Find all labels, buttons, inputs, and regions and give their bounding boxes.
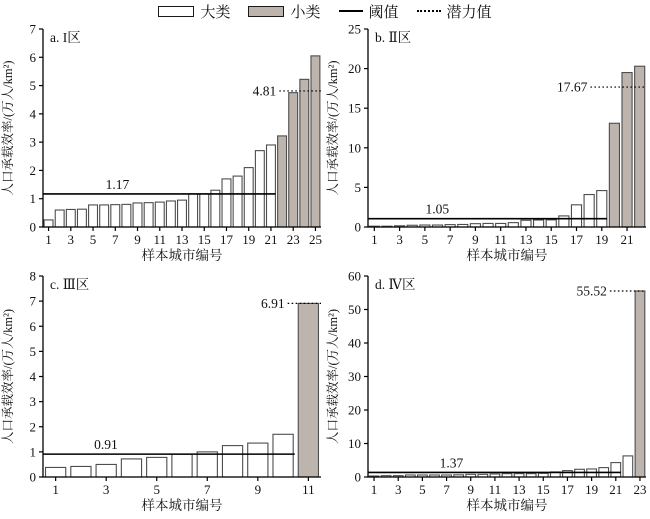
bar-major (267, 145, 276, 227)
legend-label-threshold: 阈值 (368, 4, 399, 21)
x-tick-label: 19 (585, 482, 599, 497)
y-tick-label: 7 (29, 21, 36, 37)
bar-minor (298, 303, 318, 477)
legend-item-minor (248, 1, 320, 22)
x-tick-label: 21 (264, 232, 278, 247)
y-tick-label: 10 (348, 436, 361, 451)
y-axis-title: 人口承载效率/(万人/km²) (326, 309, 340, 444)
white-bar-swatch-icon (158, 6, 194, 17)
x-tick-label: 11 (302, 482, 315, 497)
bar-minor (622, 73, 632, 227)
x-tick-label: 11 (153, 232, 167, 247)
bar-major (222, 446, 242, 477)
x-tick-label: 9 (467, 482, 474, 497)
x-tick-label: 21 (620, 232, 634, 247)
panel-d-chart (325, 267, 650, 519)
x-tick-label: 5 (421, 232, 429, 247)
bar-major (111, 205, 120, 227)
x-tick-label: 3 (102, 482, 110, 497)
bar-major (166, 201, 175, 227)
bar-major (584, 195, 594, 227)
panel-a (0, 20, 325, 265)
y-tick-label: 4 (29, 369, 36, 384)
threshold-value-label: 1.05 (425, 201, 450, 217)
y-tick-label: 40 (348, 335, 361, 351)
y-tick-label: 5 (29, 343, 36, 359)
y-tick-label: 30 (348, 369, 361, 384)
x-tick-label: 7 (112, 232, 119, 247)
x-tick-label: 5 (89, 232, 97, 247)
potential-value-label: 17.67 (557, 79, 588, 95)
y-tick-label: 4 (29, 106, 36, 122)
y-tick-label: 1 (29, 191, 36, 207)
legend-label-potential: 潜力值 (446, 4, 492, 21)
bar-major (611, 463, 621, 477)
bar-major (211, 190, 220, 227)
x-axis-title: 样本城市编号 (466, 498, 548, 513)
bar-major (178, 200, 187, 227)
x-tick-label: 3 (67, 232, 75, 247)
y-axis-title: 人口承载效率/(万人/km²) (1, 309, 15, 444)
x-tick-label: 15 (536, 482, 550, 497)
y-tick-label: 3 (29, 394, 36, 410)
x-tick-label: 17 (560, 482, 574, 497)
bar-major (172, 454, 192, 477)
y-tick-label: 0 (29, 469, 36, 485)
x-tick-label: 21 (609, 482, 623, 497)
y-tick-label: 1 (29, 444, 36, 460)
x-tick-label: 9 (254, 482, 262, 497)
panel-title: c. Ⅲ区 (50, 277, 90, 292)
bar-major (121, 459, 141, 477)
bar-major (233, 176, 242, 227)
y-tick-label: 50 (348, 302, 361, 317)
bar-major (133, 203, 142, 227)
legend-item-major (158, 1, 230, 22)
x-tick-label: 13 (512, 482, 526, 497)
x-tick-label: 23 (286, 232, 300, 247)
bar-major (571, 205, 581, 227)
potential-value-label: 6.91 (261, 295, 285, 311)
x-tick-label: 11 (488, 482, 502, 497)
x-tick-label: 9 (134, 232, 141, 247)
x-tick-label: 19 (242, 232, 256, 247)
x-tick-label: 7 (443, 482, 450, 497)
y-tick-label: 10 (348, 140, 361, 156)
bar-major (508, 223, 518, 227)
y-tick-label: 0 (354, 469, 361, 485)
panel-a-chart (0, 20, 325, 265)
x-tick-label: 5 (419, 482, 426, 497)
x-tick-label: 3 (394, 482, 402, 497)
bar-major (222, 179, 231, 227)
bar-minor (278, 136, 287, 227)
bar-minor (635, 66, 645, 227)
y-tick-label: 20 (348, 402, 361, 418)
x-tick-label: 13 (175, 232, 189, 247)
panel-b (325, 20, 650, 265)
bar-major (534, 220, 544, 227)
bar-major (559, 216, 569, 227)
bar-major (96, 464, 116, 477)
legend-label-major: 大类 (200, 4, 231, 21)
y-axis-title: 人口承载效率/(万人/km²) (326, 60, 340, 196)
legend-item-threshold (339, 1, 399, 22)
bar-major (189, 194, 198, 227)
bar-major (77, 209, 86, 227)
bar-major (546, 220, 556, 227)
dotted-line-icon (417, 10, 441, 12)
x-tick-label: 3 (396, 232, 403, 247)
bar-major (623, 456, 633, 477)
y-tick-label: 6 (29, 49, 36, 65)
y-tick-label: 7 (29, 293, 36, 309)
potential-value-label: 55.52 (576, 283, 607, 299)
bar-major (197, 452, 217, 477)
bar-major (46, 467, 66, 477)
y-tick-label: 60 (348, 268, 361, 284)
x-tick-label: 7 (446, 232, 454, 247)
y-tick-label: 0 (354, 219, 361, 235)
x-tick-label: 9 (472, 232, 479, 247)
bar-major (55, 210, 64, 227)
bar-major (122, 204, 131, 227)
threshold-value-label: 1.37 (439, 455, 464, 471)
y-tick-label: 2 (29, 162, 36, 178)
bar-major (147, 457, 167, 477)
x-tick-label: 25 (308, 232, 322, 247)
y-tick-label: 6 (29, 318, 36, 334)
x-tick-label: 15 (544, 232, 558, 247)
y-axis-title: 人口承载效率/(万人/km²) (1, 60, 15, 196)
y-tick-label: 25 (348, 21, 361, 37)
x-axis-title: 样本城市编号 (466, 248, 548, 263)
bar-major (155, 202, 164, 227)
legend-item-potential (417, 1, 492, 22)
x-tick-label: 17 (570, 232, 583, 247)
x-tick-label: 1 (370, 482, 378, 497)
bar-major (100, 205, 109, 227)
x-tick-label: 7 (204, 482, 211, 497)
bar-major (273, 434, 293, 477)
threshold-value-label: 0.91 (94, 437, 118, 453)
potential-value-label: 4.81 (252, 83, 277, 99)
x-tick-label: 1 (45, 232, 52, 247)
bar-major (89, 205, 98, 227)
panel-c-chart (0, 267, 325, 519)
bar-major (200, 194, 209, 227)
x-tick-label: 11 (494, 232, 507, 247)
panel-c (0, 267, 325, 519)
gray-bar-swatch-icon (248, 6, 284, 17)
bar-major (66, 209, 75, 227)
y-tick-label: 5 (354, 179, 361, 195)
threshold-value-label: 1.17 (105, 176, 130, 192)
y-tick-label: 15 (348, 100, 361, 116)
y-tick-label: 0 (29, 219, 36, 235)
bar-major (71, 466, 91, 477)
y-tick-label: 2 (29, 419, 36, 435)
bar-minor (289, 93, 298, 227)
bar-major (563, 471, 573, 477)
x-tick-label: 23 (633, 482, 647, 497)
bar-major (244, 168, 253, 227)
x-tick-label: 1 (52, 482, 59, 497)
bar-major (521, 220, 531, 227)
axis-lines (368, 276, 646, 477)
x-tick-label: 19 (595, 232, 609, 247)
bar-major (248, 443, 268, 477)
y-tick-label: 3 (29, 134, 36, 150)
x-tick-label: 1 (371, 232, 378, 247)
x-tick-label: 15 (197, 232, 211, 247)
legend (0, 0, 650, 22)
y-tick-label: 20 (348, 61, 361, 77)
x-tick-label: 13 (519, 232, 533, 247)
y-tick-label: 5 (29, 78, 36, 94)
y-tick-label: 8 (29, 268, 36, 284)
bar-minor (311, 56, 320, 227)
x-axis-title: 样本城市编号 (141, 498, 223, 513)
panel-d (325, 267, 650, 519)
panel-title: a. I区 (50, 30, 81, 45)
bar-major (255, 151, 264, 227)
bar-major (44, 220, 53, 227)
x-tick-label: 17 (219, 232, 233, 247)
bar-major (144, 203, 153, 227)
bar-major (597, 191, 607, 227)
bar-minor (609, 123, 619, 227)
solid-line-icon (339, 10, 363, 12)
bar-minor (635, 291, 645, 477)
panel-b-chart (325, 20, 650, 265)
panel-title: b. Ⅱ区 (375, 30, 412, 45)
legend-label-minor: 小类 (290, 4, 321, 21)
x-axis-title: 样本城市编号 (141, 248, 223, 263)
bar-minor (300, 79, 309, 227)
panel-title: d. Ⅳ区 (375, 277, 416, 292)
x-tick-label: 5 (153, 482, 160, 497)
